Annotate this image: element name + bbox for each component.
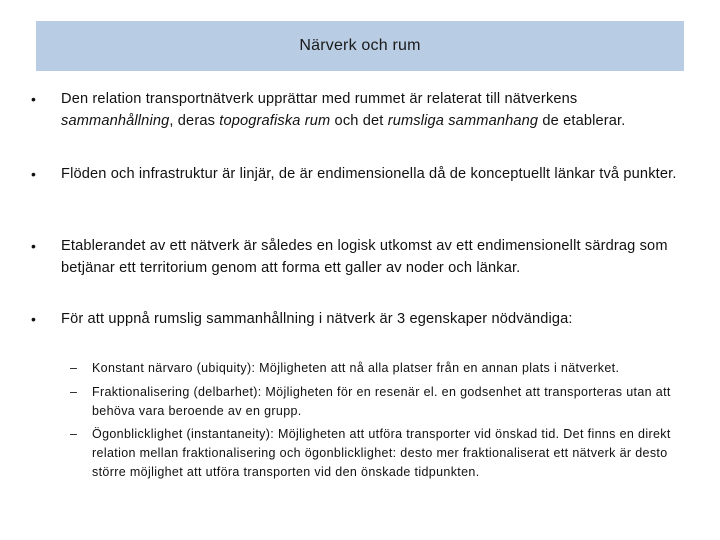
term-sammanhallning: sammanhållning xyxy=(61,113,170,129)
slide-title: Närverk och rum xyxy=(299,37,421,54)
bullet-text-1: Den relation transportnätverk upprättar med rummet är relaterat till nätverkens sammanhållning, deras topografiska rum och det rumsliga sammanhang de etablerar. xyxy=(61,91,626,129)
sub-bullet-dash: – xyxy=(70,427,77,441)
sub-bullet-text-1: Konstant närvaro (ubiquity): Möjligheten att nå alla platser från en annan plats i nätverket. xyxy=(92,361,620,375)
bullet-text-3: Etablerandet av ett nätverk är således en logisk utkomst av ett endimensionellt särdrag som betjänar ett territorium genom att forma ett galler av noder och länkar. xyxy=(61,238,668,276)
bullet-text-2: Flöden och infrastruktur är linjär, de är endimensionella då de konceptuellt länkar två punkter. xyxy=(61,166,677,182)
sub-bullet-text-3: Ögonblicklighet (instantaneity): Möjligheten att utföra transporter vid önskad tid. Det finns en direkt relation mellan fraktionalisering och ögonblicklighet: desto mer fraktionaliserat ett nätverk är desto större möjlighet att utföra transporten vid den önskade tidpunkten. xyxy=(92,427,671,479)
sub-bullet-text-2: Fraktionalisering (delbarhet): Möjligheten för en resenär el. en godsenhet att transporteras utan att behöva vara beroende av en grupp. xyxy=(92,385,671,418)
bullet-marker: • xyxy=(31,91,36,107)
bullet-marker: • xyxy=(31,238,36,254)
sub-bullet-dash: – xyxy=(70,361,77,375)
term-rumsliga-sammanhang: rumsliga sammanhang xyxy=(387,113,539,129)
title-bar xyxy=(36,21,684,71)
bullet-text-4: För att uppnå rumslig sammanhållning i nätverk är 3 egenskaper nödvändiga: xyxy=(61,311,573,327)
bullet-marker: • xyxy=(31,311,36,327)
term-topografiska-rum: topografiska rum xyxy=(219,113,331,129)
bullet-marker: • xyxy=(31,166,36,182)
sub-bullet-dash: – xyxy=(70,385,77,399)
